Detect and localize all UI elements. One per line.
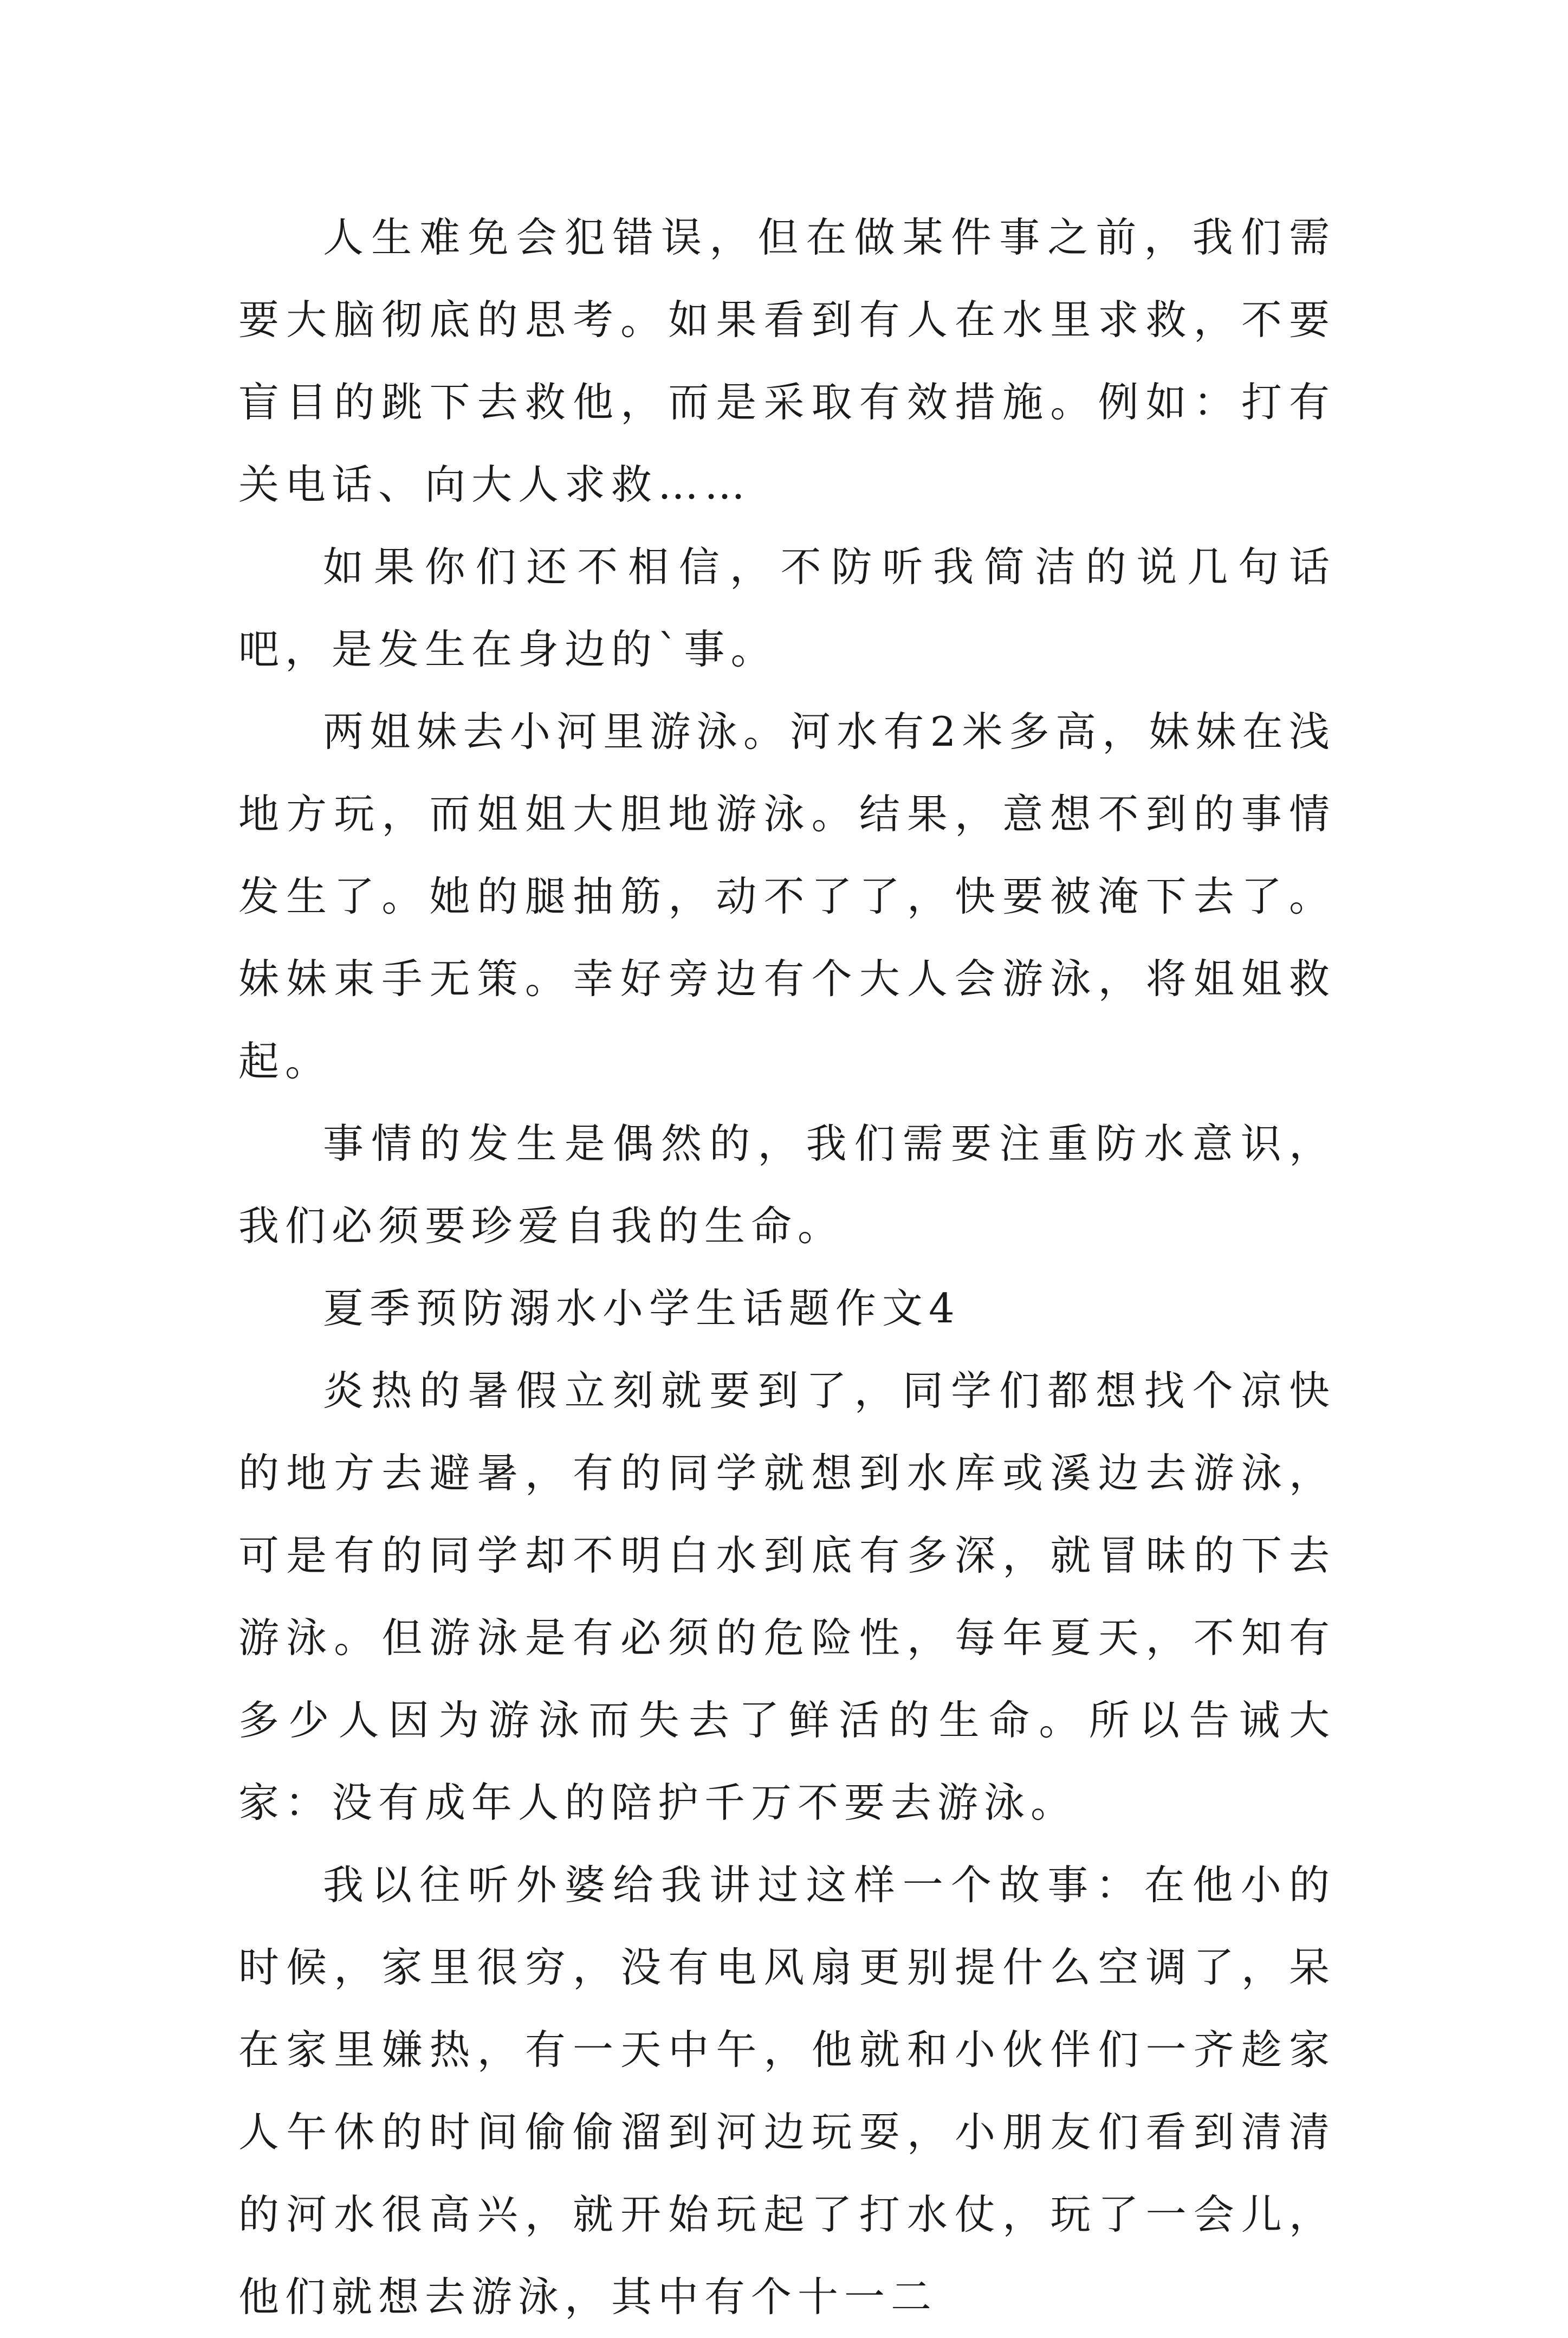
paragraph-4: 事情的发生是偶然的，我们需要注重防水意识，我们必须要珍爱自我的生命。 <box>238 1120 1336 1250</box>
section-paragraph-1: 炎热的暑假立刻就要到了，同学们都想找个凉快的地方去避暑，有的同学就想到水库或溪边去游泳，可是有的同学却不明白水到底有多深，就冒昧的下去游泳。但游泳是有必须的危险性，每年夏天，不知有多少人因为游泳而失去了鲜活的生命。所以告诫大家：没有成年人的陪护千万不要去游泳。 <box>238 1367 1336 1826</box>
paragraph-2: 如果你们还不相信，不防听我简洁的说几句话吧，是发生在身边的`事。 <box>238 543 1336 673</box>
paragraph-3: 两姐妹去小河里游泳。河水有2米多高，妹妹在浅地方玩，而姐姐大胆地游泳。结果，意想不到的事情发生了。她的腿抽筋，动不了了，快要被淹下去了。妹妹束手无策。幸好旁边有个大人会游泳，将姐姐救起。 <box>238 708 1336 1085</box>
document-body <box>238 196 1336 2338</box>
section-title: 夏季预防溺水小学生话题作文4 <box>323 1284 961 1332</box>
section-paragraph-2: 我以往听外婆给我讲过这样一个故事：在他小的时候，家里很穷，没有电风扇更别提什么空调了，呆在家里嫌热，有一天中午，他就和小伙伴们一齐趁家人午休的时间偷偷溜到河边玩耍，小朋友们看到清清的河水很高兴，就开始玩起了打水仗，玩了一会儿，他们就想去游泳，其中有个十一二 <box>238 1861 1336 2321</box>
paragraph-1: 人生难免会犯错误，但在做某件事之前，我们需要大脑彻底的思考。如果看到有人在水里求救，不要盲目的跳下去救他，而是采取有效措施。例如：打有关电话、向大人求救…… <box>238 214 1336 508</box>
